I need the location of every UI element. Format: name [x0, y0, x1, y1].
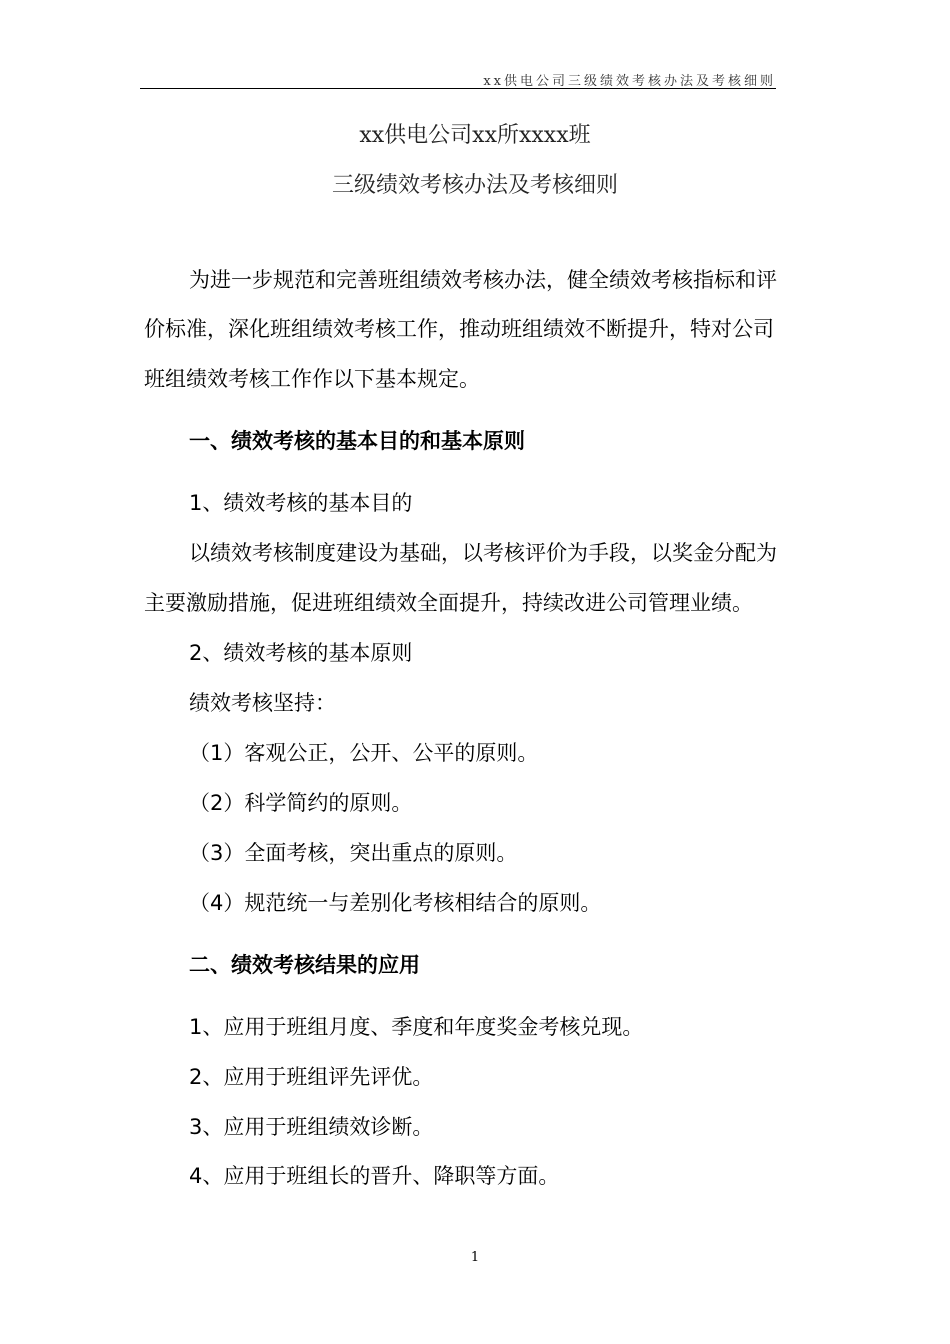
application-item-3: 3、应用于班组绩效诊断。 — [189, 1115, 434, 1139]
application-item-4: 4、应用于班组长的晋升、降职等方面。 — [189, 1164, 560, 1188]
principle-item-2: （2）科学简约的原则。 — [189, 791, 413, 815]
subsection-1-title: 1、绩效考核的基本目的 — [189, 491, 413, 515]
document-title-line-1: xx供电公司xx所xxxx班 — [359, 123, 591, 148]
intro-paragraph-line-3: 班组绩效考核工作作以下基本规定。 — [144, 367, 480, 391]
header-rule — [140, 88, 776, 89]
principle-item-3: （3）全面考核，突出重点的原则。 — [189, 841, 518, 865]
section-2-heading: 二、绩效考核结果的应用 — [189, 953, 420, 977]
running-header: xx供电公司三级绩效考核办法及考核细则 — [483, 74, 776, 89]
section-1-heading: 一、绩效考核的基本目的和基本原则 — [189, 429, 525, 453]
principle-item-4: （4）规范统一与差别化考核相结合的原则。 — [189, 891, 602, 915]
intro-paragraph-line-1: 为进一步规范和完善班组绩效考核办法，健全绩效考核指标和评 — [189, 268, 777, 292]
subsection-2-title: 2、绩效考核的基本原则 — [189, 641, 413, 665]
intro-paragraph-line-2: 价标准，深化班组绩效考核工作，推动班组绩效不断提升，特对公司 — [144, 317, 774, 341]
subsection-2-lead: 绩效考核坚持： — [189, 691, 336, 715]
application-item-2: 2、应用于班组评先评优。 — [189, 1065, 434, 1089]
subsection-1-text-line-1: 以绩效考核制度建设为基础，以考核评价为手段，以奖金分配为 — [189, 541, 777, 565]
principle-item-1: （1）客观公正，公开、公平的原则。 — [189, 741, 539, 765]
application-item-1: 1、应用于班组月度、季度和年度奖金考核兑现。 — [189, 1015, 644, 1039]
subsection-1-text-line-2: 主要激励措施，促进班组绩效全面提升，持续改进公司管理业绩。 — [144, 591, 753, 615]
page-number: 1 — [470, 1250, 480, 1265]
document-title-line-2: 三级绩效考核办法及考核细则 — [331, 173, 618, 198]
